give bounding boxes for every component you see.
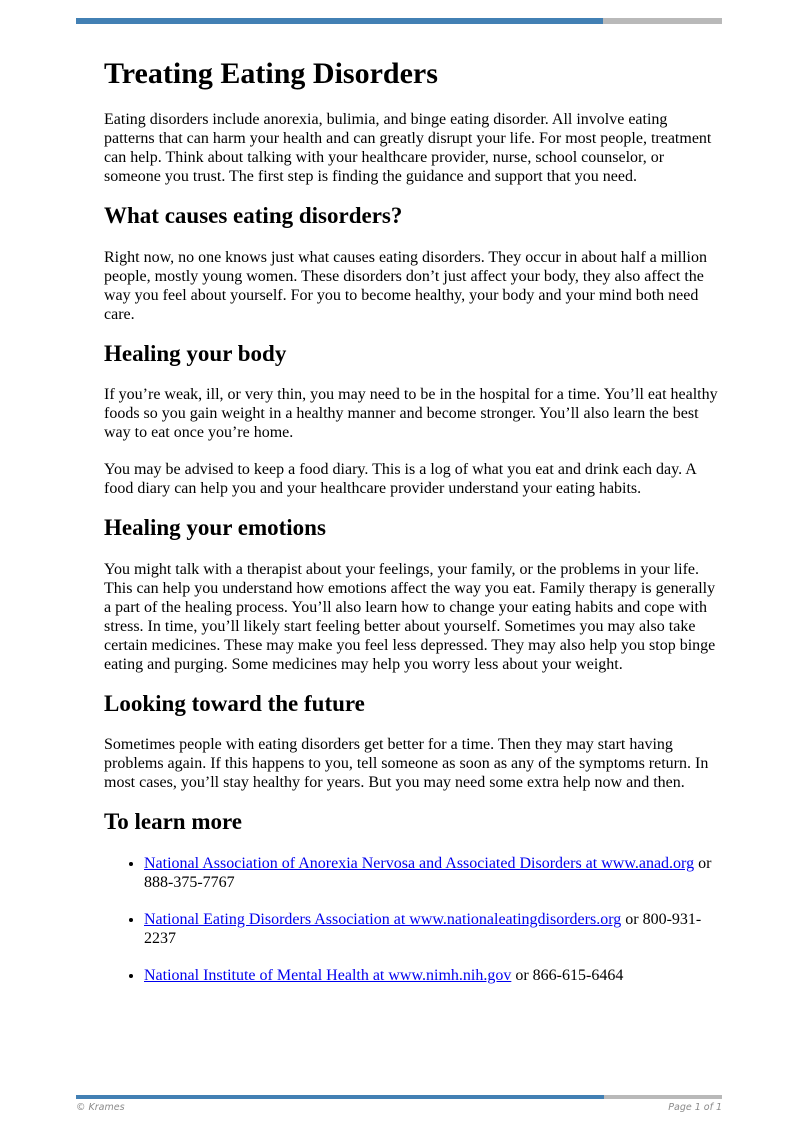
list-item-text-nimh: or 866-615-6464 [511, 966, 624, 984]
footer-accent-bar [76, 1095, 722, 1099]
section-heading-future: Looking toward the future [104, 690, 365, 716]
list-item-text-neda: or 800-931-2237 [144, 910, 702, 947]
resource-link-anad[interactable]: National Association of Anorexia Nervosa and Associated Disorders at www.anad.org [144, 854, 695, 872]
section-heading-learn-more: To learn more [104, 809, 242, 835]
section-heading-causes: What causes eating disorders? [104, 203, 403, 228]
list-item-neda [144, 910, 720, 948]
resource-link-neda[interactable]: National Eating Disorders Association at www.nationaleatingdisorders.org [144, 910, 622, 928]
footer-accent-bar-gray-segment [604, 1095, 722, 1099]
footer-accent-bar-blue-segment [76, 1095, 604, 1099]
paragraph-healing-emotions: You might talk with a therapist about your feelings, your family, or the problems in your life. This can help you understand how emotions affect the way you eat. Family therapy is generally a part of the healing process. You’ll also learn how to change your eating habits and cope with stress. In time, you’ll likely start feeling better about yourself. Sometimes you may also take certain medicines. These may make you feel less depressed. They may also help you stop binge eating and purging. Some medicines may help you worry less about your weight. [104, 560, 716, 673]
intro-paragraph: Eating disorders include anorexia, bulimia, and binge eating disorder. All involve eating patterns that can harm your health and can greatly disrupt your life. For most people, treatment can help. Think about talking with your healthcare provider, nurse, school counselor, or someone you trust. The first step is finding the guidance and support that you need. [104, 111, 712, 185]
footer-page-number: Page 1 of 1 [668, 1102, 722, 1113]
list-item-anad [144, 854, 720, 892]
section-heading-healing-body: Healing your body [104, 340, 287, 366]
footer [76, 1102, 722, 1113]
paragraph-future: Sometimes people with eating disorders get better for a time. Then they may start having problems again. If this happens to you, tell someone as soon as any of the symptoms return. In most cases, you’ll stay healthy for years. But you may need some extra help now and then. [104, 736, 709, 792]
page-title: Treating Eating Disorders [104, 57, 438, 90]
list-item-nimh [144, 966, 720, 985]
paragraph-healing-body-2: You may be advised to keep a food diary. This is a log of what you eat and drink each day. A food diary can help you and your healthcare provider understand your eating habits. [104, 461, 696, 498]
section-heading-healing-emotions: Healing your emotions [104, 515, 326, 541]
paragraph-causes: Right now, no one knows just what causes eating disorders. They occur in about half a million people, mostly young women. These disorders don’t just affect your body, they also affect the way you feel about yourself. For you to become healthy, your body and your mind both need care. [104, 248, 707, 323]
list-item-text-anad: or 888-375-7767 [144, 854, 712, 891]
footer-copyright: © Krames [76, 1102, 125, 1113]
document-content [104, 24, 720, 985]
paragraph-healing-body-1: If you’re weak, ill, or very thin, you may need to be in the hospital for a time. You’ll eat healthy foods so you gain weight in a healthy manner and become stronger. You’ll also learn the best way to eat once you’re home. [104, 386, 718, 442]
resource-link-nimh[interactable]: National Institute of Mental Health at www.nimh.nih.gov [144, 966, 512, 984]
resource-list [104, 854, 720, 985]
